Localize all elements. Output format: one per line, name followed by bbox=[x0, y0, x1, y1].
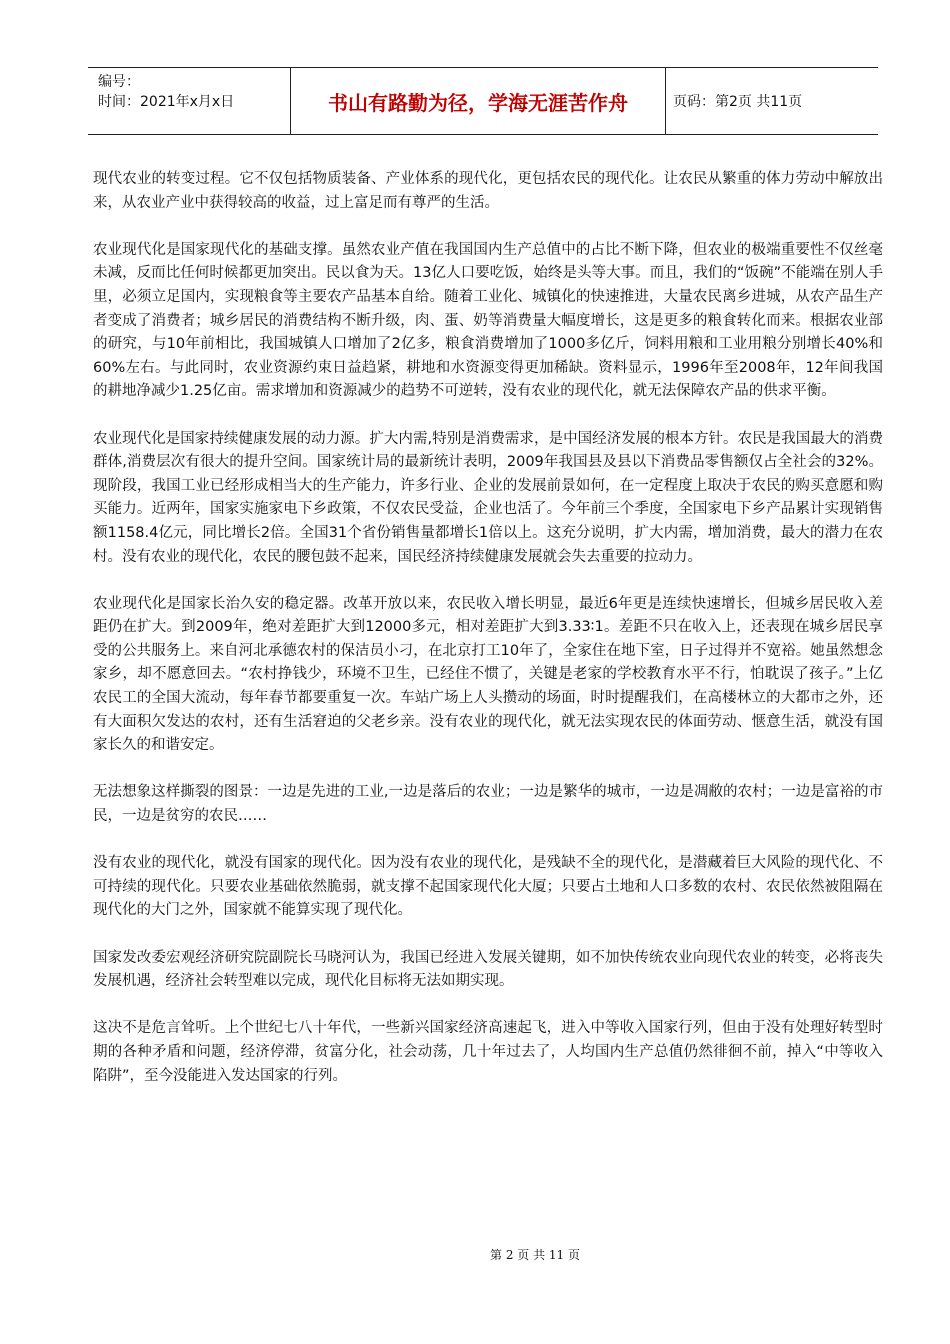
paragraph: 这决不是危言耸听。上个世纪七八十年代，一些新兴国家经济高速起飞，进入中等收入国家行列，但由于没有处理好转型时期的各种矛盾和问题，经济停滞，贫富分化，社会动荡，几十年过去了，人均国内生产总值仍然徘徊不前，掉入“中等收入陷阱”，至今没能进入发达国家的行列。 bbox=[93, 1020, 883, 1084]
paragraph: 农业现代化是国家现代化的基础支撑。虽然农业产值在我国国内生产总值中的占比不断下降，但农业的极端重要性不仅丝毫未减，反而比任何时候都更加突出。民以食为天。13亿人口要吃饭，始终是头等大事。而且，我们的“饭碗”不能端在别人手里，必须立足国内，实现粮食等主要农产品基本自给。随着工业化、城镇化的快速推进，大量农民离乡进城，从农产品生产者变成了消费者；城乡居民的消费结构不断升级，肉、蛋、奶等消费量大幅度增长，这是更多的粮食转化而来。根据农业部的研究，与10年前相比，我国城镇人口增加了2亿多，粮食消费增加了1000多亿斤，饲料用粮和工业用粮分别增长40%和60%左右。与此同时，农业资源约束日益趋紧，耕地和水资源变得更加稀缺。资料显示，1996年至2008年，12年间我国的耕地净减少1.25亿亩。需求增加和资源减少的趋势不可逆转，没有农业的现代化，就无法保障农产品的供求平衡。 bbox=[93, 241, 883, 400]
paragraph: 无法想象这样撕裂的图景：一边是先进的工业,一边是落后的农业；一边是繁华的城市，一边是凋敝的农村；一边是富裕的市民，一边是贫穷的农民…… bbox=[93, 784, 883, 825]
document-number: 编号： bbox=[98, 74, 140, 90]
header-page-info: 页码：第2页 共11页 bbox=[673, 94, 803, 110]
paragraph: 农业现代化是国家持续健康发展的动力源。扩大内需,特别是消费需求，是中国经济发展的根本方针。农民是我国最大的消费群体,消费层次有很大的提升空间。国家统计局的最新统计表明，2009年我国县及县以下消费品零售额仅占全社会的32%。现阶段，我国工业已经形成相当大的生产能力，许多行业、企业的发展前景如何，在一定程度上取决于农民的购买意愿和购买能力。近两年，国家实施家电下乡政策，不仅农民受益，企业也活了。今年前三个季度，全国家电下乡产品累计实现销售额1158.4亿元，同比增长2倍。全国31个省份销售量都增长1倍以上。这充分说明，扩大内需，增加消费，最大的潜力在农村。没有农业的现代化，农民的腰包鼓不起来，国民经济持续健康发展就会失去重要的拉动力。 bbox=[93, 430, 883, 565]
document-body bbox=[93, 168, 883, 1112]
paragraph: 国家发改委宏观经济研究院副院长马晓河认为，我国已经进入发展关键期，如不加快传统农业向现代农业的转变，必将丧失发展机遇，经济社会转型难以完成，现代化目标将无法如期实现。 bbox=[93, 949, 883, 990]
paragraph: 没有农业的现代化，就没有国家的现代化。因为没有农业的现代化，是残缺不全的现代化，是潜藏着巨大风险的现代化、不可持续的现代化。只要农业基础依然脆弱，就支撑不起国家现代化大厦；只要占土地和人口多数的农村、农民依然被阻隔在现代化的大门之外，国家就不能算实现了现代化。 bbox=[93, 855, 883, 919]
page-header bbox=[88, 67, 878, 135]
header-meta bbox=[98, 72, 234, 112]
footer-page-number: 第 2 页 共 11 页 bbox=[490, 1248, 580, 1262]
header-motto: 书山有路勤为径，学海无涯苦作舟 bbox=[290, 68, 666, 134]
paragraph: 农业现代化是国家长治久安的稳定器。改革开放以来，农民收入增长明显，最近6年更是连续快速增长，但城乡居民收入差距仍在扩大。到2009年，绝对差距扩大到12000多元，相对差距扩大到3.33∶1。差距不只在收入上，还表现在城乡居民享受的公共服务上。来自河北承德农村的保洁员小刁，在北京打工10年了，全家住在地下室，日子过得并不宽裕。她虽然想念家乡，却不愿意回去。“农村挣钱少，环境不卫生，已经住不惯了，关键是老家的学校教育水平不行，怕耽误了孩子。”上亿农民工的全国大流动，每年春节都要重复一次。车站广场上人头攒动的场面，时时提醒我们，在高楼林立的大都市之外，还有大面积欠发达的农村，还有生活窘迫的父老乡亲。没有农业的现代化，就无法实现农民的体面劳动、惬意生活，就没有国家长久的和谐安定。 bbox=[93, 595, 883, 754]
document-time: 时间：2021年x月x日 bbox=[98, 94, 235, 110]
paragraph: 现代农业的转变过程。它不仅包括物质装备、产业体系的现代化，更包括农民的现代化。让农民从繁重的体力劳动中解放出来，从农业产业中获得较高的收益，过上富足而有尊严的生活。 bbox=[93, 171, 883, 211]
page-footer bbox=[0, 1246, 950, 1263]
